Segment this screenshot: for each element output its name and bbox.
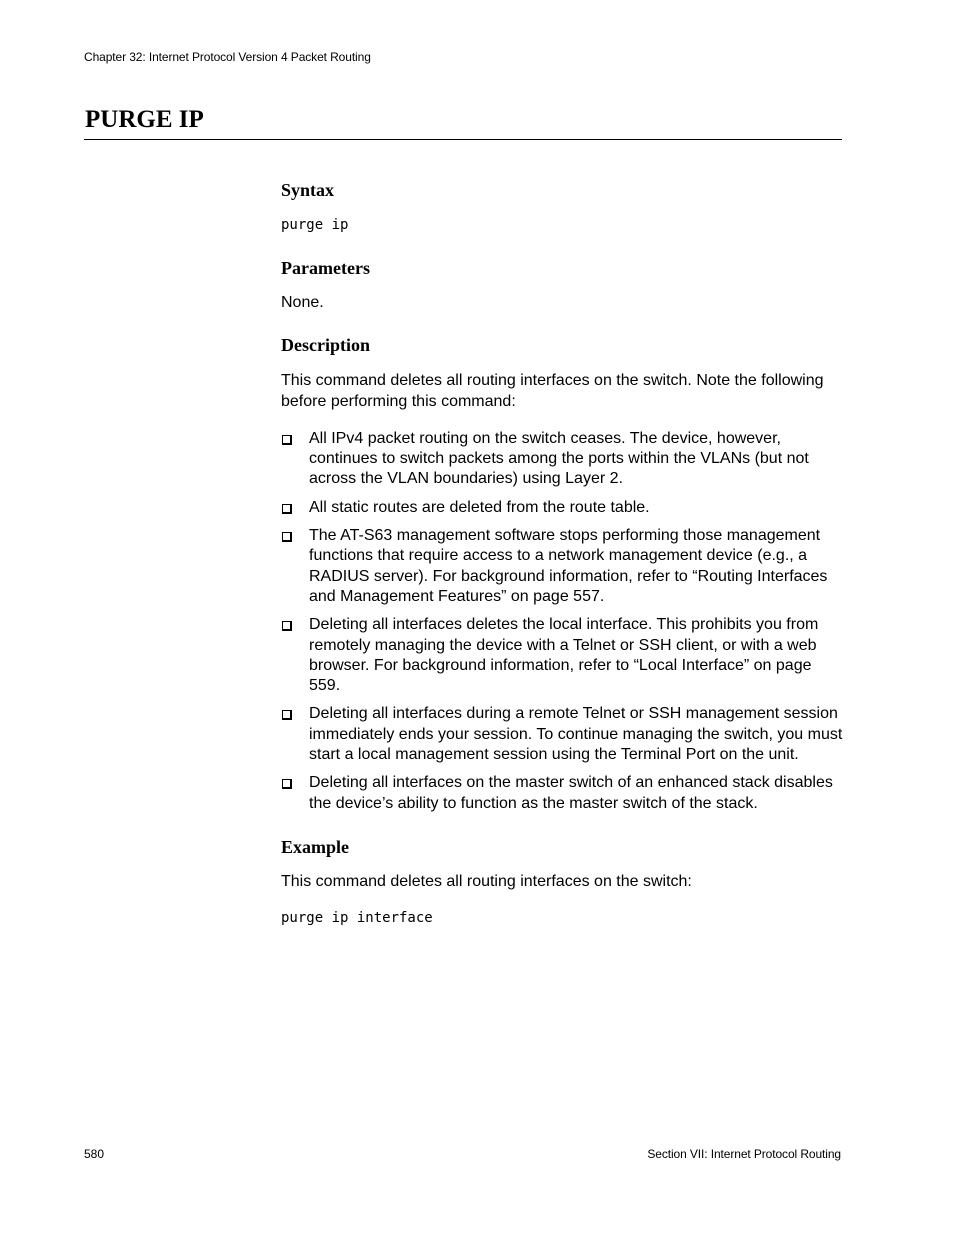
list-item: Deleting all interfaces deletes the local interface. This prohibits you from remotely managing the device with a Telnet or SSH client, or with a web browser. For background information, refer to “Local Interface” on page 559. — [281, 615, 843, 696]
list-item: The AT-S63 management software stops performing those management functions that require access to a network management device (e.g., a RADIUS server). For background information, refer to “Routing Interfaces and Management Features” on page 557. — [281, 526, 843, 607]
list-item: All IPv4 packet routing on the switch ceases. The device, however, continues to switch packets among the ports within the VLANs (but not across the VLAN boundaries) using Layer 2. — [281, 429, 843, 490]
syntax-heading: Syntax — [281, 180, 335, 200]
checkbox-bullet-icon — [282, 779, 292, 789]
title-rule — [84, 139, 842, 140]
checkbox-bullet-icon — [282, 504, 292, 514]
syntax-code: purge ip — [281, 217, 349, 233]
checkbox-bullet-icon — [282, 532, 292, 542]
parameters-text: None. — [281, 294, 324, 311]
example-heading: Example — [281, 836, 350, 857]
description-list — [281, 429, 843, 814]
page-number: 580 — [84, 1147, 105, 1161]
description-heading: Description — [281, 335, 370, 356]
content — [281, 178, 843, 928]
description-intro: This command deletes all routing interfaces on the switch. Note the following before performing this command: — [281, 372, 824, 410]
list-item: Deleting all interfaces on the master switch of an enhanced stack disables the device’s ability to function as the master switch of the stack. — [281, 773, 843, 814]
footer-section: Section VII: Internet Protocol Routing — [647, 1147, 841, 1161]
example-code: purge ip interface — [281, 910, 433, 927]
parameters-heading: Parameters — [281, 258, 370, 278]
checkbox-bullet-icon — [282, 710, 292, 720]
running-head: Chapter 32: Internet Protocol Version 4 Packet Routing — [84, 50, 371, 64]
checkbox-bullet-icon — [282, 435, 292, 445]
list-item: All static routes are deleted from the route table. — [281, 498, 843, 518]
checkbox-bullet-icon — [282, 621, 292, 631]
page-title: PURGE IP — [85, 106, 204, 133]
list-item: Deleting all interfaces during a remote Telnet or SSH management session immediately ends your session. To continue managing the switch, you must start a local management session using the Terminal Port on the unit. — [281, 704, 843, 765]
example-text: This command deletes all routing interfaces on the switch: — [281, 872, 692, 890]
